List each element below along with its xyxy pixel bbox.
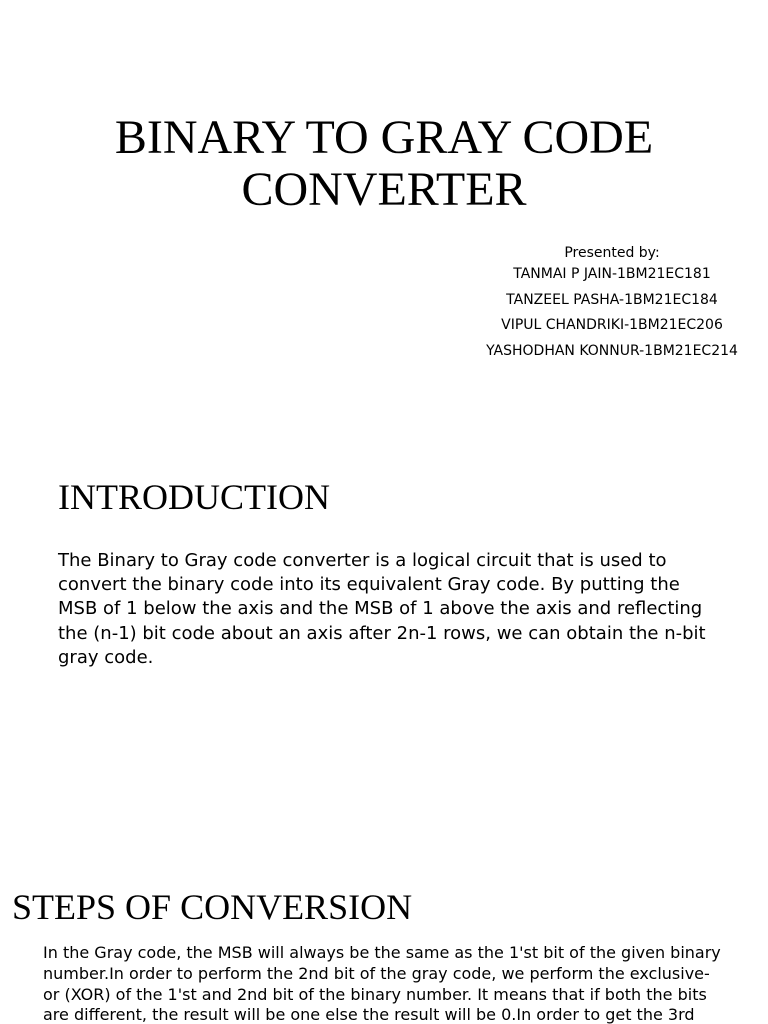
title-line-1: BINARY TO GRAY CODE: [114, 111, 654, 164]
introduction-paragraph: [58, 549, 748, 670]
steps-paragraph: [43, 943, 733, 1024]
steps-heading: STEPS OF CONVERSION: [12, 887, 413, 927]
paragraph-line: The Binary to Gray code converter is a logical circuit that is used to: [58, 550, 667, 571]
page-title: [0, 112, 768, 216]
paragraph-line: convert the binary code into its equivalent Gray code. By putting the: [58, 574, 680, 596]
paragraph-line: MSB of 1 below the axis and the MSB of 1 above the axis and reflecting: [58, 598, 703, 620]
paragraph-line: In the Gray code, the MSB will always be the same as the 1'st bit of the given binary: [43, 943, 721, 962]
introduction-heading: INTRODUCTION: [58, 477, 330, 517]
presented-by-label: Presented by:: [564, 245, 660, 261]
paragraph-line: the (n-1) bit code about an axis after 2n-1 rows, we can obtain the n-bit: [58, 622, 706, 644]
presenter-name: YASHODHAN KONNUR-1BM21EC214: [486, 342, 738, 359]
paragraph-line: or (XOR) of the 1'st and 2nd bit of the binary number. It means that if both the bits: [43, 984, 707, 1004]
paragraph-line: gray code.: [58, 646, 154, 668]
presenters-block: [472, 244, 752, 364]
paragraph-line: are different, the result will be one else the result will be 0.In order to get the 3rd: [43, 1005, 695, 1024]
presenter-name: VIPUL CHANDRIKI-1BM21EC206: [501, 317, 723, 333]
presenter-name: TANZEEL PASHA-1BM21EC184: [506, 291, 718, 308]
presenter-name: TANMAI P JAIN-1BM21EC181: [513, 266, 711, 282]
title-line-2: CONVERTER: [241, 163, 527, 216]
paragraph-line: number.In order to perform the 2nd bit of the gray code, we perform the exclusive-: [43, 963, 710, 983]
